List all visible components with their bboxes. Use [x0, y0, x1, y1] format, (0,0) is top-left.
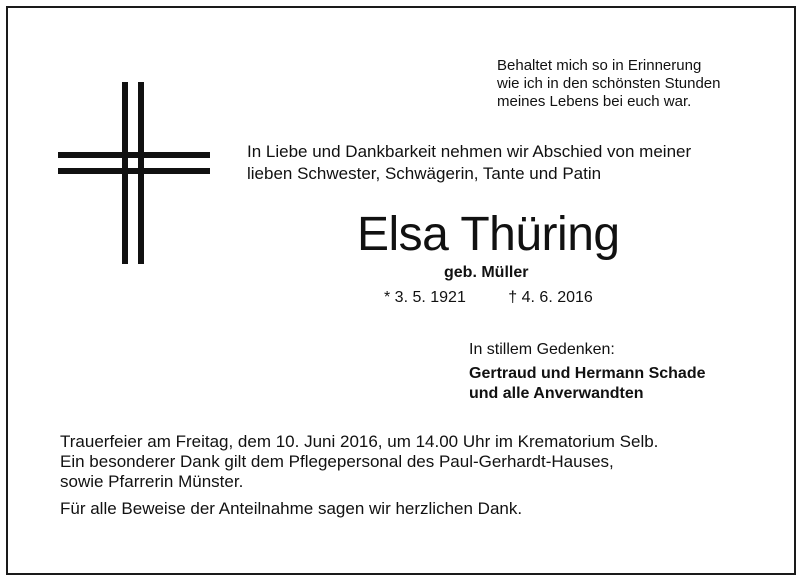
motto-line: Behaltet mich so in Erinnerung	[497, 57, 702, 74]
memorial-motto	[497, 57, 787, 111]
mourners-label: In stillem Gedenken:	[469, 341, 615, 358]
funeral-line: Trauerfeier am Freitag, dem 10. Juni 2016, um 14.00 Uhr im Krematorium Selb.	[60, 432, 659, 451]
death-date: † 4. 6. 2016	[508, 289, 593, 306]
motto-line: meines Lebens bei euch war.	[497, 93, 692, 110]
cross-icon	[58, 82, 210, 264]
mourner-line: Gertraud und Hermann Schade	[469, 365, 706, 382]
thanks-line: Für alle Beweise der Anteilnahme sagen wir herzlichen Dank.	[60, 499, 523, 518]
birth-date: * 3. 5. 1921	[384, 289, 466, 306]
intro-line: In Liebe und Dankbarkeit nehmen wir Abschied von meiner	[247, 142, 692, 161]
funeral-line: sowie Pfarrerin Münster.	[60, 472, 244, 491]
funeral-info	[60, 432, 780, 492]
mourners-list	[469, 364, 706, 404]
birth-name: geb. Müller	[444, 264, 529, 281]
deceased-name: Elsa Thüring	[357, 208, 620, 261]
funeral-line: Ein besonderer Dank gilt dem Pflegepersonal des Paul-Gerhardt-Hauses,	[60, 452, 614, 471]
motto-line: wie ich in den schönsten Stunden	[497, 75, 721, 92]
farewell-intro	[247, 141, 787, 185]
intro-line: lieben Schwester, Schwägerin, Tante und Patin	[247, 164, 602, 183]
mourner-line: und alle Anverwandten	[469, 385, 644, 402]
life-dates	[384, 288, 593, 308]
